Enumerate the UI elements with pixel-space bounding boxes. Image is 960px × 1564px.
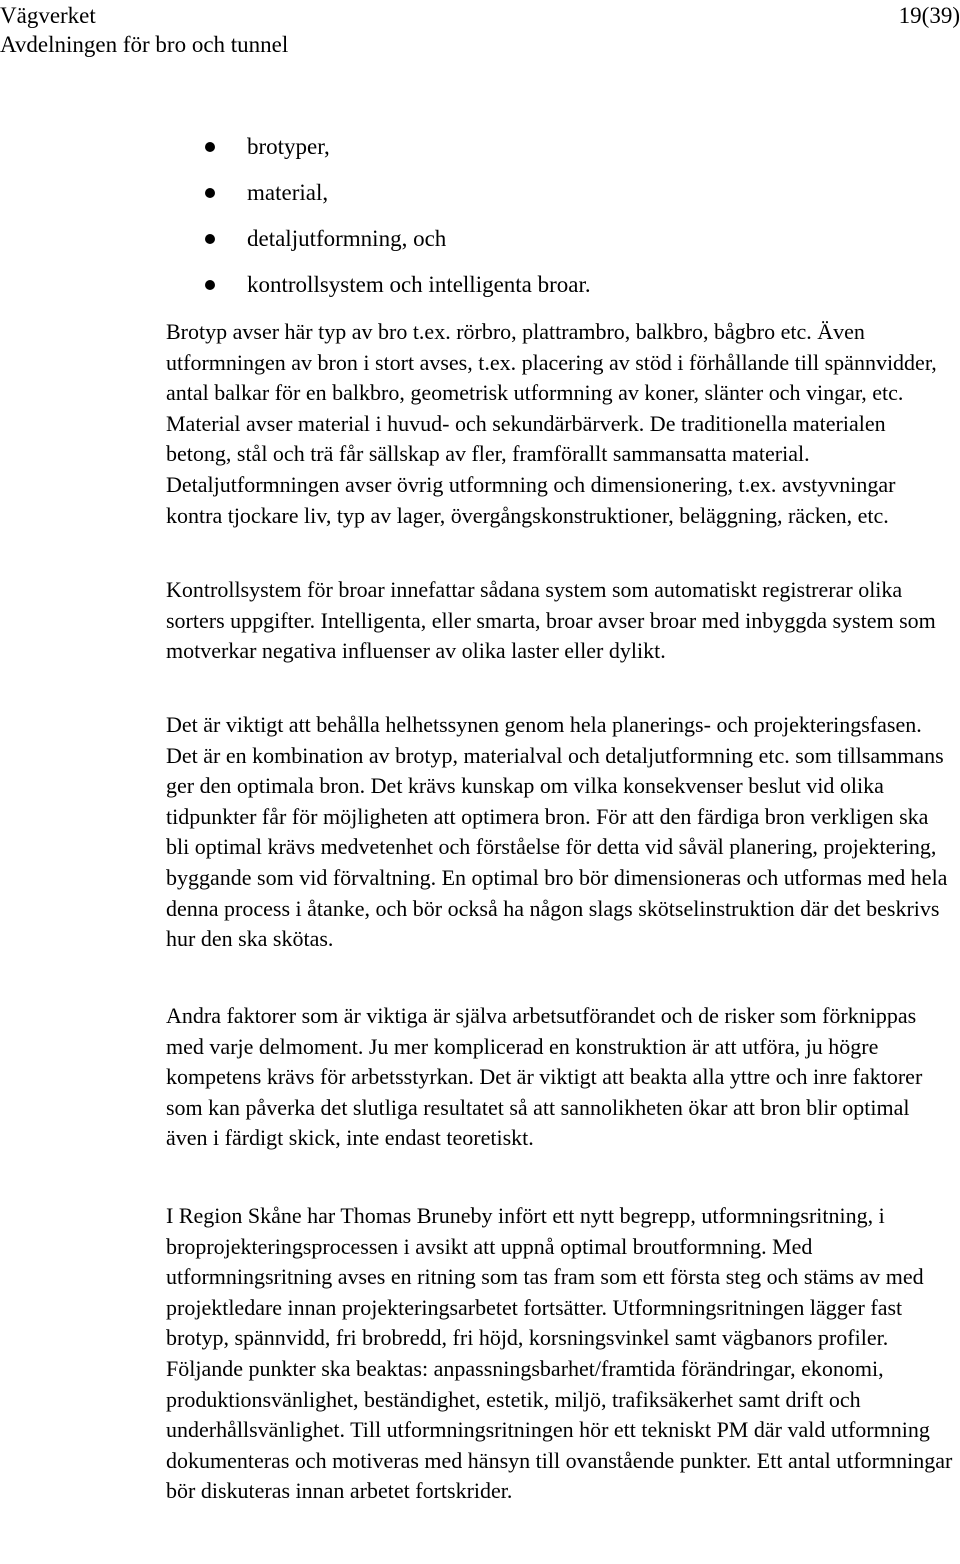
bullet-icon <box>205 142 215 152</box>
page-number: 19(39) <box>898 3 960 28</box>
list-item-text: kontrollsystem och intelligenta broar. <box>247 272 591 297</box>
bullet-icon <box>205 188 215 198</box>
paragraph-brotyp: Brotyp avser här typ av bro t.ex. rörbro, plattrambro, balkbro, bågbro etc. Även utformningen av bron i stort avses, t.ex. placering av stöd i förhållande till spännvidder, antal balkar för en balkbro, geometrisk utformning av koner, slänter och vingar, etc. Material avser material i huvud- och sekundärbärverk. De traditionella materialen betong, stål och trä får sällskap av fler, framförallt sammansatta material. Detaljutformningen avser övrig utformning och dimensionering, t.ex. avstyvningar kontra tjockare liv, typ av lager, övergångskonstruktioner, beläggning, räcken, etc. <box>166 319 937 528</box>
organization-name: Vägverket <box>0 3 96 28</box>
bullet-icon <box>205 280 215 290</box>
bullet-icon <box>205 234 215 244</box>
paragraph-kontrollsystem: Kontrollsystem för broar innefattar sådana system som automatiskt registrerar olika sorters uppgifter. Intelligenta, eller smarta, broar avser broar med inbyggda system som motverkar negativa influenser av olika laster eller dylikt. <box>166 577 936 664</box>
list-item-text: detaljutformning, och <box>247 226 447 251</box>
paragraph-helhetssyn: Det är viktigt att behålla helhetssynen genom hela planerings- och projekteringsfasen. Det är en kombination av brotyp, materialval och detaljutformning etc. som tillsammans ger den optimala bron. Det krävs kunskap om vilka konsekvenser beslut vid olika tidpunkter får för möjligheten att optimera bron. För att den färdiga bron verkligen ska bli optimal krävs medvetenhet och förståelse för detta vid såväl planering, projektering, byggande som vid förvaltning. En optimal bro bör dimensioneras och utformas med hela denna process i åtanke, och bör också ha någon slags skötselinstruktion där det beskrivs hur den ska skötas. <box>166 712 948 952</box>
department-name: Avdelningen för bro och tunnel <box>0 32 289 57</box>
paragraph-region-skane: I Region Skåne har Thomas Bruneby infört ett nytt begrepp, utformningsritning, i broprojekteringsprocessen i avsikt att uppnå optimal broutformning. Med utformningsritning avses en ritning som tas fram som ett första steg och stäms av med projektledare innan projekteringsarbetet fortsätter. Utformningsritningen lägger fast brotyp, spännvidd, fri brobredd, fri höjd, korsningsvinkel samt vägbanors profiler. Följande punkter ska beaktas: anpassningsbarhet/framtida förändringar, ekonomi, produktionsvänlighet, beständighet, estetik, miljö, trafiksäkerhet samt drift och underhållsvänlighet. Till utformningsritningen hör ett tekniskt PM där vald utformning dokumenteras och motiveras med hänsyn till ovanstående punkter. Ett antal utformningar bör diskuteras innan arbetet fortskrider. <box>166 1203 953 1504</box>
list-item-text: brotyper, <box>247 134 330 159</box>
list-item-text: material, <box>247 180 329 205</box>
paragraph-andra-faktorer: Andra faktorer som är viktiga är själva arbetsutförandet och de risker som förknippas med varje delmoment. Ju mer komplicerad en konstruktion är att utföra, ju högre kompetens krävs för arbetsstyrkan. Det är viktigt att beakta alla yttre och inre faktorer som kan påverka det slutliga resultatet så att sannolikheten ökar att bron blir optimal även i färdigt skick, inte endast teoretiskt. <box>166 1003 923 1151</box>
